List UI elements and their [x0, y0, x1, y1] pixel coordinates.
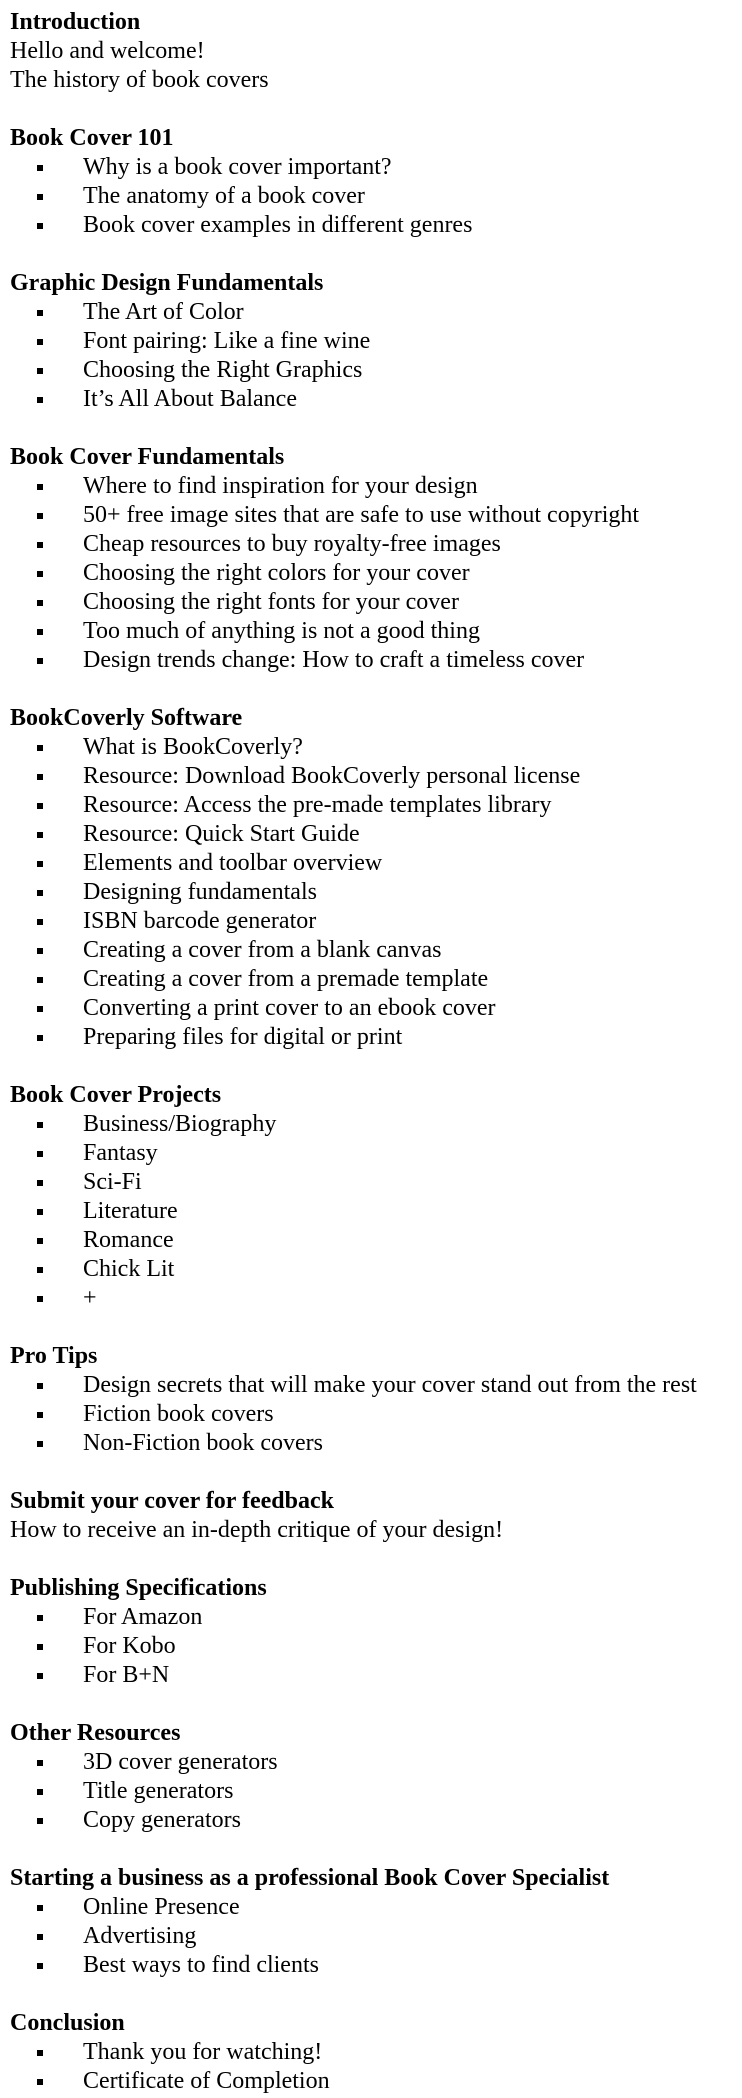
outline-section [10, 1342, 742, 1458]
square-bullet-icon [37, 339, 43, 345]
square-bullet-icon [37, 803, 43, 809]
square-bullet-icon [37, 1934, 43, 1940]
list-item [10, 1748, 742, 1777]
square-bullet-icon [37, 2050, 43, 2056]
list-item [10, 1893, 742, 1922]
list-item-label: 3D cover generators [83, 1749, 278, 1775]
outline-section [10, 269, 742, 414]
square-bullet-icon [37, 890, 43, 896]
outline-section [10, 2009, 742, 2096]
section-heading: Other Resources [10, 1720, 181, 1746]
bullet-list [10, 2038, 742, 2096]
list-item-label: For Amazon [83, 1604, 203, 1630]
list-item-label: Design trends change: How to craft a timeless cover [83, 647, 585, 673]
section-heading: Book Cover 101 [10, 125, 174, 151]
list-item-label: The anatomy of a book cover [83, 183, 365, 209]
list-item [10, 1661, 742, 1690]
square-bullet-icon [37, 397, 43, 403]
list-item [10, 878, 742, 907]
bullet-list [10, 1371, 742, 1458]
list-item [10, 762, 742, 791]
square-bullet-icon [37, 1267, 43, 1273]
list-item [10, 617, 742, 646]
list-item [10, 1168, 742, 1197]
square-bullet-icon [37, 1441, 43, 1447]
list-item [10, 356, 742, 385]
list-item-label: Chick Lit [83, 1256, 175, 1282]
square-bullet-icon [37, 571, 43, 577]
list-item [10, 588, 742, 617]
list-item-label: Certificate of Completion [83, 2068, 330, 2094]
list-item [10, 298, 742, 327]
square-bullet-icon [37, 194, 43, 200]
bullet-list [10, 153, 742, 240]
list-item [10, 2038, 742, 2067]
list-item-label: Advertising [83, 1923, 197, 1949]
section-heading: Pro Tips [10, 1343, 98, 1369]
square-bullet-icon [37, 1905, 43, 1911]
bullet-list [10, 1893, 742, 1980]
square-bullet-icon [37, 629, 43, 635]
list-item-label: Where to find inspiration for your design [83, 473, 478, 499]
list-item-label: Resource: Download BookCoverly personal license [83, 763, 581, 789]
list-item-label: + [83, 1285, 97, 1311]
list-item [10, 1951, 742, 1980]
square-bullet-icon [37, 310, 43, 316]
square-bullet-icon [37, 484, 43, 490]
list-item [10, 211, 742, 240]
square-bullet-icon [37, 513, 43, 519]
list-item-label: Romance [83, 1227, 174, 1253]
list-item [10, 1226, 742, 1255]
list-item-label: Literature [83, 1198, 178, 1224]
section-heading: Introduction [10, 9, 141, 35]
square-bullet-icon [37, 919, 43, 925]
outline-section [10, 1487, 742, 1545]
list-item-label: Too much of anything is not a good thing [83, 618, 480, 644]
outline-section [10, 1574, 742, 1690]
list-item [10, 327, 742, 356]
list-item [10, 820, 742, 849]
square-bullet-icon [37, 223, 43, 229]
outline-section [10, 124, 742, 240]
outline-section [10, 704, 742, 1052]
list-item [10, 907, 742, 936]
list-item-label: Choosing the right fonts for your cover [83, 589, 459, 615]
list-item [10, 1777, 742, 1806]
section-paragraph: The history of book covers [10, 67, 269, 93]
list-item [10, 733, 742, 762]
section-heading: Conclusion [10, 2010, 125, 2036]
square-bullet-icon [37, 1760, 43, 1766]
square-bullet-icon [37, 165, 43, 171]
list-item [10, 1139, 742, 1168]
square-bullet-icon [37, 1296, 43, 1302]
list-item-label: Business/Biography [83, 1111, 277, 1137]
list-item [10, 530, 742, 559]
square-bullet-icon [37, 977, 43, 983]
list-item [10, 1197, 742, 1226]
bullet-list [10, 298, 742, 414]
list-item-label: What is BookCoverly? [83, 734, 303, 760]
list-item-label: Creating a cover from a premade template [83, 966, 489, 992]
list-item-label: Resource: Access the pre-made templates library [83, 792, 552, 818]
list-item-label: Non-Fiction book covers [83, 1430, 323, 1456]
bullet-list [10, 1110, 742, 1313]
square-bullet-icon [37, 1238, 43, 1244]
list-item-label: Fantasy [83, 1140, 158, 1166]
square-bullet-icon [37, 1035, 43, 1041]
list-item-label: Cheap resources to buy royalty-free images [83, 531, 501, 557]
section-heading: Publishing Specifications [10, 1575, 267, 1601]
square-bullet-icon [37, 832, 43, 838]
square-bullet-icon [37, 1818, 43, 1824]
list-item-label: Online Presence [83, 1894, 240, 1920]
list-item [10, 1110, 742, 1139]
list-item [10, 1603, 742, 1632]
list-item-label: Preparing files for digital or print [83, 1024, 403, 1050]
square-bullet-icon [37, 1209, 43, 1215]
list-item [10, 1632, 742, 1661]
section-heading: Book Cover Fundamentals [10, 444, 285, 470]
list-item-label: Title generators [83, 1778, 234, 1804]
list-item [10, 994, 742, 1023]
bullet-list [10, 1603, 742, 1690]
square-bullet-icon [37, 774, 43, 780]
list-item-label: Best ways to find clients [83, 1952, 319, 1978]
square-bullet-icon [37, 1151, 43, 1157]
list-item [10, 646, 742, 675]
list-item-label: Converting a print cover to an ebook cover [83, 995, 496, 1021]
bullet-list [10, 733, 742, 1052]
list-item-label: Copy generators [83, 1807, 241, 1833]
list-item [10, 936, 742, 965]
list-item [10, 791, 742, 820]
list-item [10, 1255, 742, 1284]
list-item-label: Font pairing: Like a fine wine [83, 328, 371, 354]
list-item [10, 153, 742, 182]
list-item-label: Designing fundamentals [83, 879, 317, 905]
square-bullet-icon [37, 600, 43, 606]
section-heading: Submit your cover for feedback [10, 1488, 334, 1514]
list-item-label: It’s All About Balance [83, 386, 297, 412]
outline-section [10, 8, 742, 95]
list-item [10, 1806, 742, 1835]
section-heading: Book Cover Projects [10, 1082, 222, 1108]
list-item-label: Fiction book covers [83, 1401, 274, 1427]
list-item-label: Sci-Fi [83, 1169, 142, 1195]
list-item-label: Book cover examples in different genres [83, 212, 473, 238]
list-item-label: Choosing the right colors for your cover [83, 560, 470, 586]
square-bullet-icon [37, 1644, 43, 1650]
list-item [10, 1371, 742, 1400]
outline-section [10, 443, 742, 675]
square-bullet-icon [37, 1006, 43, 1012]
square-bullet-icon [37, 1789, 43, 1795]
list-item-label: Choosing the Right Graphics [83, 357, 363, 383]
list-item-label: Why is a book cover important? [83, 154, 392, 180]
square-bullet-icon [37, 368, 43, 374]
list-item-label: For Kobo [83, 1633, 176, 1659]
outline-section [10, 1081, 742, 1313]
square-bullet-icon [37, 542, 43, 548]
section-heading: BookCoverly Software [10, 705, 243, 731]
bullet-list [10, 1748, 742, 1835]
list-item [10, 559, 742, 588]
bullet-list [10, 472, 742, 675]
square-bullet-icon [37, 1412, 43, 1418]
section-paragraph: Hello and welcome! [10, 38, 205, 64]
list-item [10, 965, 742, 994]
square-bullet-icon [37, 861, 43, 867]
square-bullet-icon [37, 658, 43, 664]
square-bullet-icon [37, 2079, 43, 2085]
square-bullet-icon [37, 948, 43, 954]
section-heading: Graphic Design Fundamentals [10, 270, 324, 296]
square-bullet-icon [37, 1383, 43, 1389]
list-item-label: Elements and toolbar overview [83, 850, 383, 876]
square-bullet-icon [37, 1615, 43, 1621]
list-item [10, 472, 742, 501]
list-item-label: For B+N [83, 1662, 170, 1688]
list-item [10, 182, 742, 211]
list-item-label: Design secrets that will make your cover stand out from the rest [83, 1372, 697, 1398]
square-bullet-icon [37, 745, 43, 751]
section-heading: Starting a business as a professional Book Cover Specialist [10, 1865, 610, 1891]
list-item [10, 501, 742, 530]
outline-section [10, 1719, 742, 1835]
list-item [10, 385, 742, 414]
list-item-label: Resource: Quick Start Guide [83, 821, 360, 847]
list-item-label: 50+ free image sites that are safe to use without copyright [83, 502, 640, 528]
square-bullet-icon [37, 1963, 43, 1969]
list-item-label: Thank you for watching! [83, 2039, 323, 2065]
list-item [10, 2067, 742, 2096]
list-item [10, 1922, 742, 1951]
list-item [10, 1400, 742, 1429]
square-bullet-icon [37, 1180, 43, 1186]
outline-section [10, 1864, 742, 1980]
square-bullet-icon [37, 1122, 43, 1128]
list-item-label: The Art of Color [83, 299, 244, 325]
list-item [10, 849, 742, 878]
square-bullet-icon [37, 1673, 43, 1679]
list-item-label: ISBN barcode generator [83, 908, 317, 934]
list-item [10, 1284, 742, 1313]
list-item [10, 1429, 742, 1458]
list-item-label: Creating a cover from a blank canvas [83, 937, 442, 963]
section-paragraph: How to receive an in-depth critique of your design! [10, 1517, 504, 1543]
list-item [10, 1023, 742, 1052]
